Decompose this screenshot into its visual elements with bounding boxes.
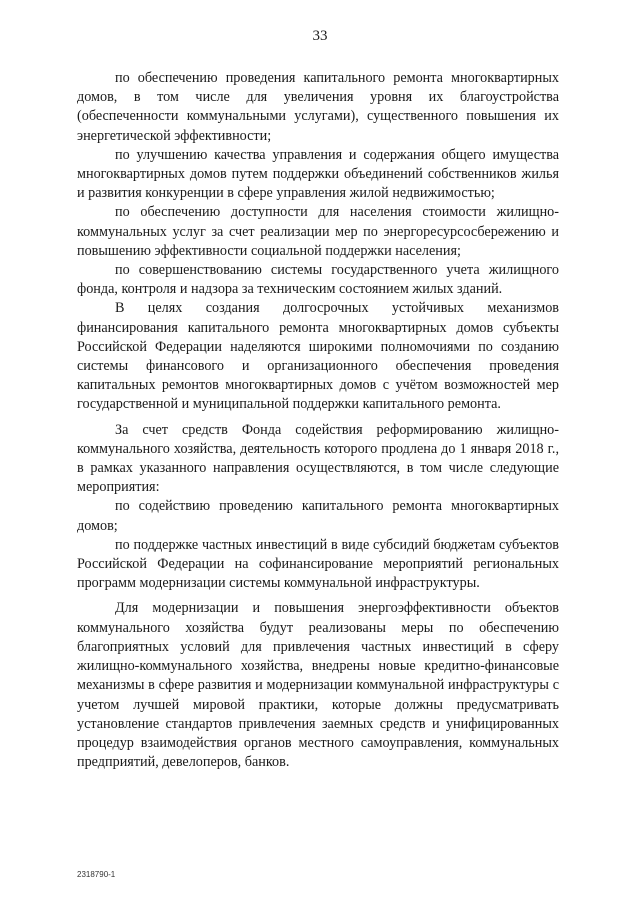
paragraph: по содействию проведению капитального ремонта многоквартирных домов; (77, 498, 559, 534)
paragraph: по улучшению качества управления и содержания общего имущества многоквартирных домов путем поддержки объединений собственников жилья и развития конкуренции в сфере управления жилой недвижимостью; (77, 146, 559, 202)
paragraph: по обеспечению проведения капитального ремонта многоквартирных домов, в том числе для увеличения уровня их благоустройства (обеспеченности коммунальными услугами), существенного повышения их энергетической эффективности; (77, 70, 559, 144)
paragraph: по совершенствованию системы государственного учета жилищного фонда, контроля и надзора за техническим состоянием жилых зданий. (77, 262, 559, 298)
paragraph: За счет средств Фонда содействия реформированию жилищно-коммунального хозяйства, деятельность которого продлена до 1 января 2018 г., в рамках указанного направления осуществляются, в том числе следующие мероприятия: (77, 421, 559, 496)
paragraph: по поддержке частных инвестиций в виде субсидий бюджетам субъектов Российской Федерации на софинансирование мероприятий региональных программ модернизации системы коммунальной инфраструктуры. (77, 536, 559, 592)
page-number: 33 (312, 28, 328, 44)
document-body (77, 69, 559, 772)
paragraph: В целях создания долгосрочных устойчивых механизмов финансирования капитального ремонта многоквартирных домов субъекты Российской Федерации наделяются широкими полномочиями по созданию системы финансового и организационного обеспечения проведения капитальных ремонтов многоквартирных домов с учётом возможностей мер государственной и муниципальной поддержки капитального ремонта. (77, 300, 559, 413)
paragraph: по обеспечению доступности для населения стоимости жилищно-коммунальных услуг за счет реализации мер по энергоресурсосбережению и повышению эффективности социальной поддержки населения; (77, 204, 559, 259)
paragraph: Для модернизации и повышения энергоэффективности объектов коммунального хозяйства будут реализованы меры по обеспечению благоприятных условий для привлечения частных инвестиций в сферу жилищно-коммунального хозяйства, внедрены новые кредитно-финансовые механизмы в сфере развития и модернизации коммунальной инфраструктуры с учетом лучшей мировой практики, которые должны предусматривать установление стандартов привлечения заемных средств и унифицированных процедур взаимодействия органов местного самоуправления, коммунальных предприятий, девелоперов, банков. (77, 600, 559, 771)
document-code: 2318790-1 (77, 870, 116, 879)
